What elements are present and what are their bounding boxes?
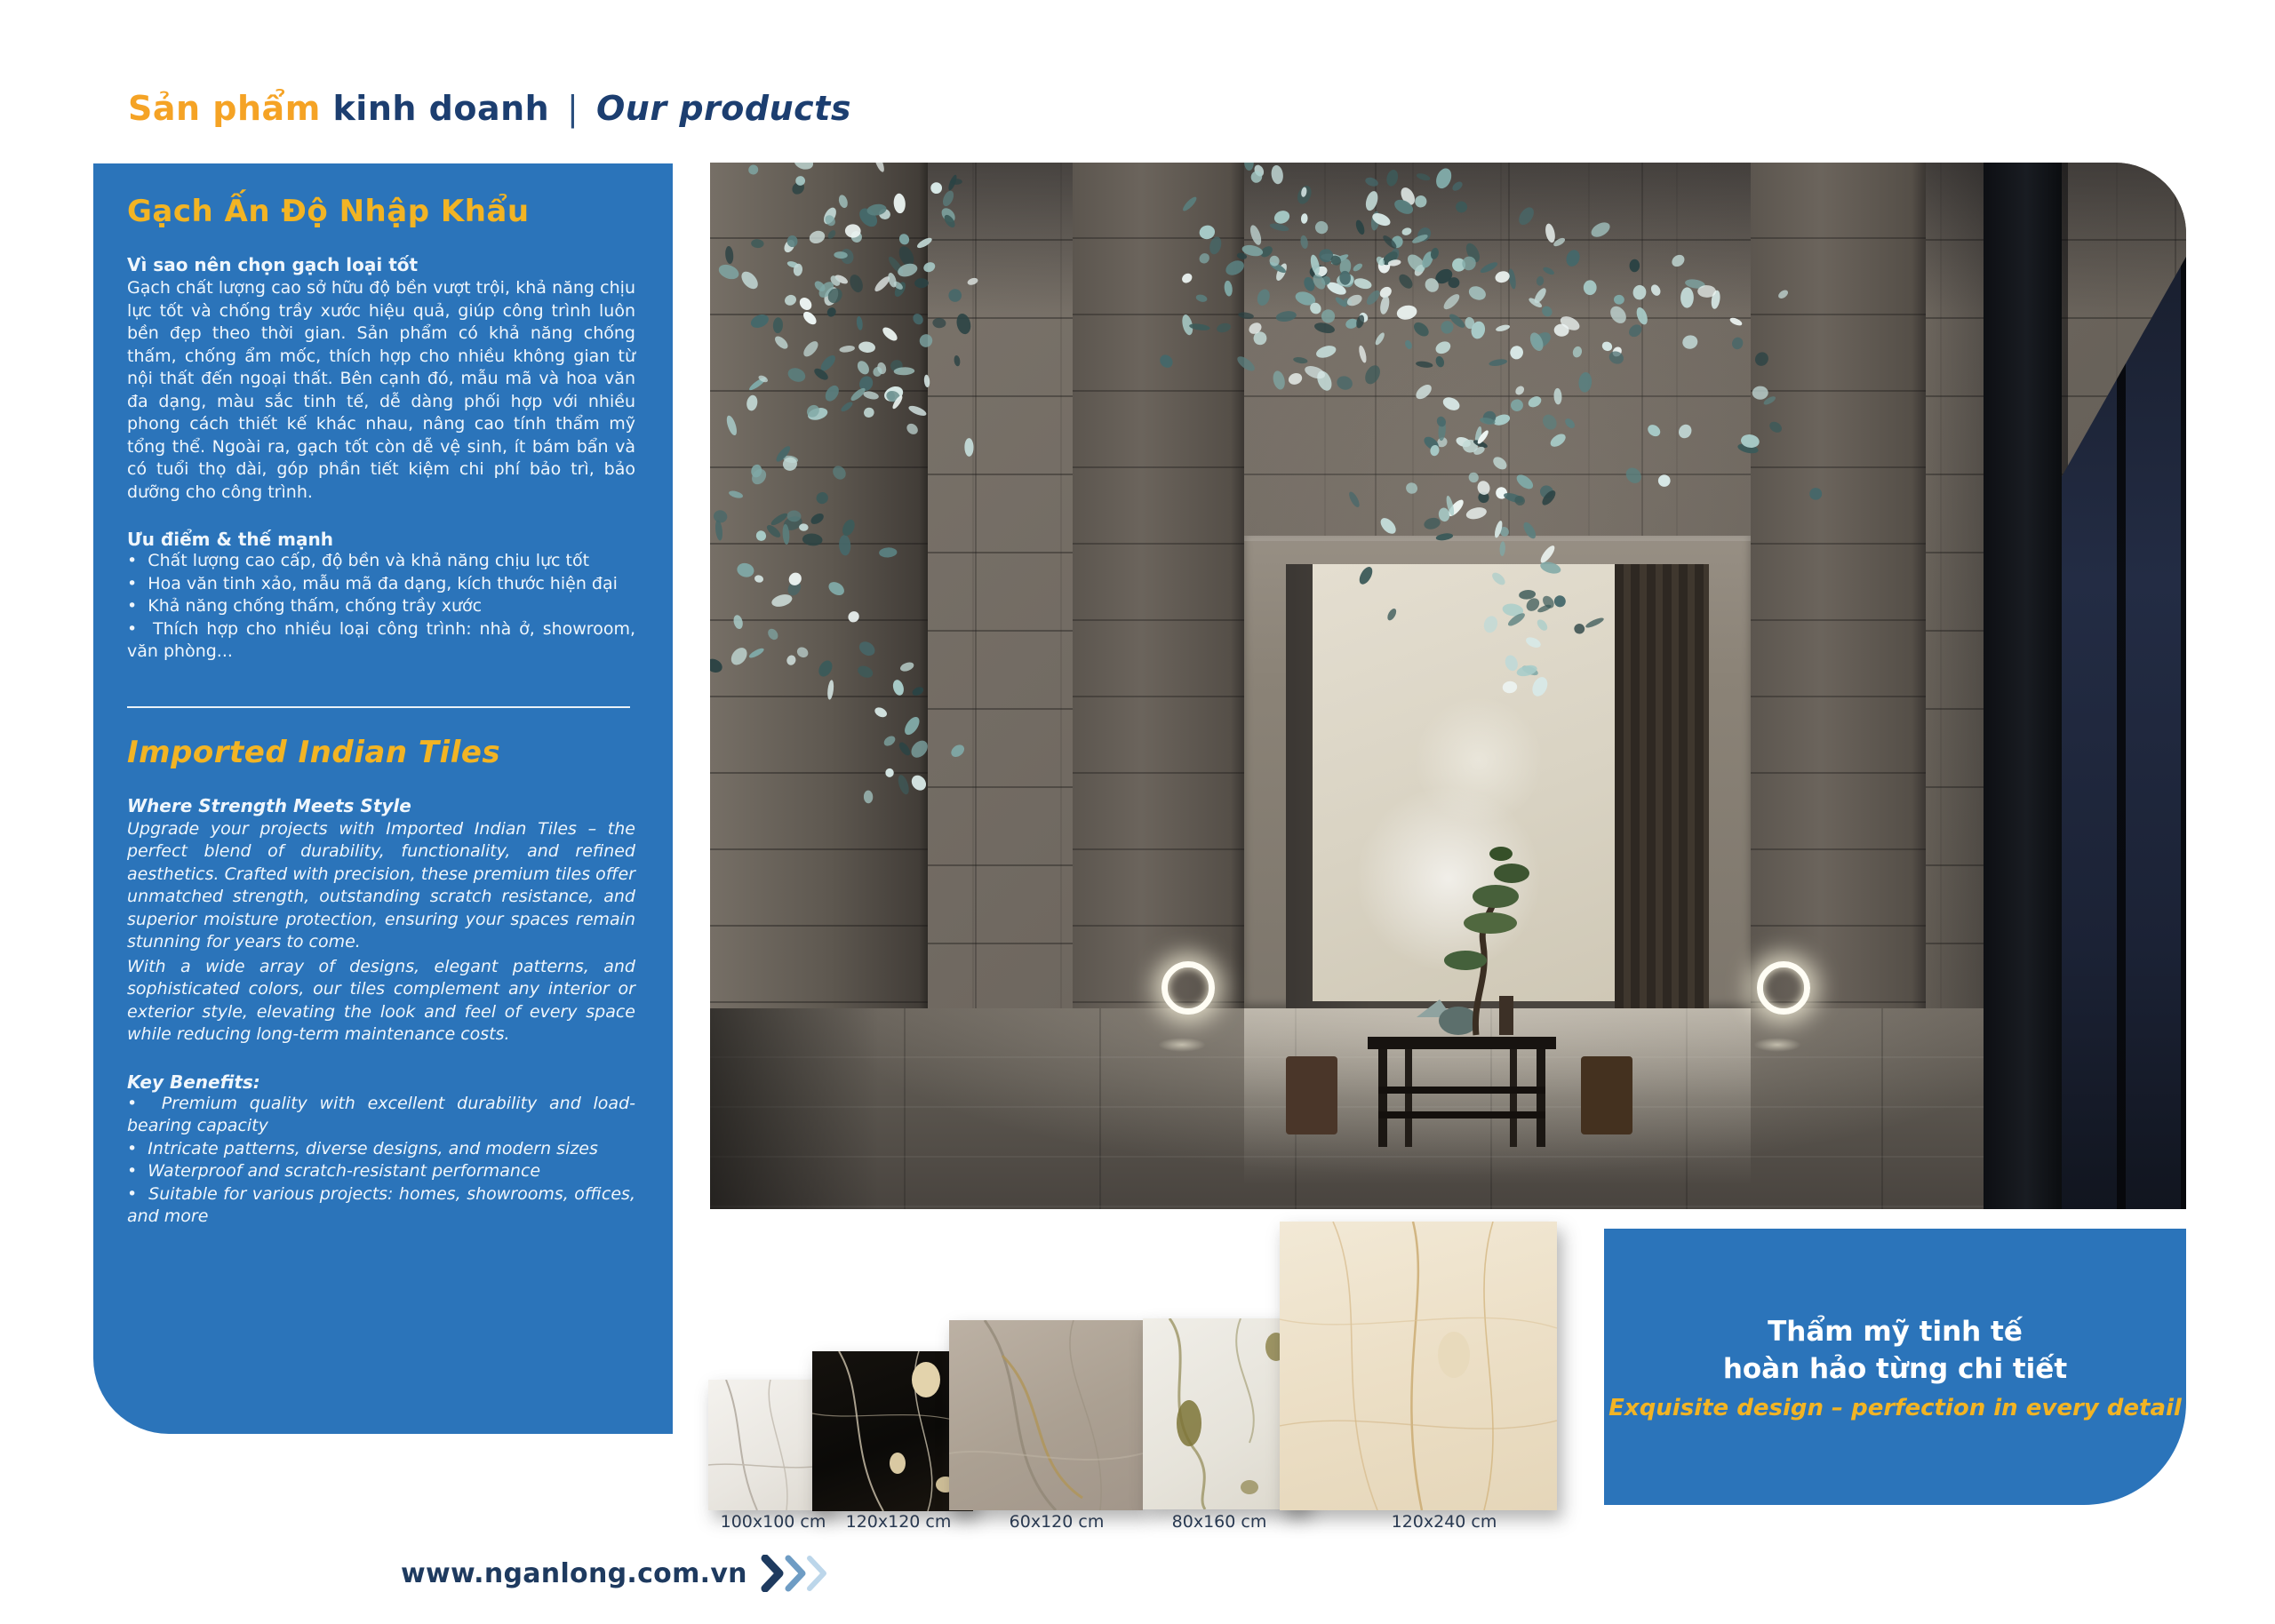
tagline-english: Exquisite design – perfection in every detail bbox=[1608, 1394, 2182, 1421]
tile-size-label: 120x120 cm bbox=[845, 1512, 952, 1532]
page-title-en: Our products bbox=[596, 89, 851, 128]
strength-style-title: Where Strength Meets Style bbox=[127, 794, 411, 816]
list-item: • Khả năng chống thấm, chống trầy xước bbox=[127, 595, 635, 618]
tagline-line1: Thẩm mỹ tinh tế bbox=[1768, 1315, 2023, 1348]
info-panel bbox=[93, 163, 673, 1434]
tagline-box bbox=[1604, 1229, 2186, 1505]
panel-heading-vi: Gạch Ấn Độ Nhập Khẩu bbox=[127, 194, 530, 229]
list-item: • Thích hợp cho nhiều loại công trình: nhà ở, showroom, văn phòng... bbox=[127, 618, 635, 664]
why-good-tiles-body: Gạch chất lượng cao sở hữu độ bền vượt trội, khả năng chịu lực tốt và chống trầy xước hiệu quả, giúp công trình luôn bền đẹp theo thời gian. Sản phẩm có khả năng chống thấm, chống ẩm mốc, thích hợp cho nhiều không gian từ nội thất đến ngoại thất. Bên cạnh đó, mẫu mã và hoa văn đa dạng, màu sắc tinh tế, dễ dàng phối hợp với nhiều phong cách thiết kế khác nhau, nâng cao tính thẩm mỹ tổng thể. Ngoài ra, gạch tốt còn dễ vệ sinh, ít bám bẩn và có tuổi thọ dài, góp phần tiết kiệm chi phí bảo trì, bảo dưỡng cho công trình. bbox=[127, 278, 635, 502]
advantages-list bbox=[127, 550, 635, 664]
list-item: • Hoa văn tinh xảo, mẫu mã đa dạng, kích thước hiện đại bbox=[127, 573, 635, 596]
list-item: • Intricate patterns, diverse designs, and modern sizes bbox=[127, 1138, 635, 1161]
footer bbox=[401, 1555, 834, 1592]
triple-chevron-icon bbox=[760, 1555, 834, 1592]
list-item: • Suitable for various projects: homes, showrooms, offices, and more bbox=[127, 1183, 635, 1229]
list-item: • Chất lượng cao cấp, độ bền và khả năng chịu lực tốt bbox=[127, 550, 635, 573]
tagline-line2: hoàn hảo từng chi tiết bbox=[1722, 1352, 2068, 1385]
strength-style-body-2: With a wide array of designs, elegant patterns, and sophisticated colors, our tiles complement any interior or exterior style, elevating the look and feel of every space while reducing long-term maintenance costs. bbox=[127, 956, 635, 1044]
tile-size-label: 100x100 cm bbox=[720, 1512, 826, 1532]
page-title-rest: kinh doanh bbox=[332, 89, 550, 128]
list-item: • Premium quality with excellent durability and load-bearing capacity bbox=[127, 1093, 635, 1138]
panel-heading-en: Imported Indian Tiles bbox=[127, 734, 501, 770]
tile-sample-60x120 bbox=[949, 1320, 1143, 1510]
tile-size-label: 80x160 cm bbox=[1171, 1512, 1267, 1532]
advantages-title: Ưu điểm & thế mạnh bbox=[127, 529, 333, 550]
page-title-pipe: | bbox=[566, 89, 579, 128]
list-item: • Waterproof and scratch-resistant performance bbox=[127, 1160, 635, 1183]
lobby-photo bbox=[710, 163, 2186, 1209]
key-benefits-title: Key Benefits: bbox=[127, 1071, 260, 1093]
glass-leaf-chandelier-icon bbox=[710, 163, 2186, 1209]
tile-size-label: 120x240 cm bbox=[1391, 1512, 1497, 1532]
page-title-accent: Sản phẩm bbox=[128, 89, 321, 128]
strength-style-body-1: Upgrade your projects with Imported Indian Tiles – the perfect blend of durability, functionality, and refined aesthetics. Crafted with precision, these premium tiles offer unmatched strength, outstanding scratch resistance, and superior moisture protection, ensuring your spaces remain stunning for years to come. bbox=[127, 818, 635, 951]
website-link[interactable]: www.nganlong.com.vn bbox=[401, 1557, 747, 1589]
why-good-tiles-title: Vì sao nên chọn gạch loại tốt bbox=[127, 254, 419, 275]
tile-sample-120x240 bbox=[1280, 1222, 1557, 1510]
section-divider bbox=[127, 706, 630, 708]
tile-sample-100x100 bbox=[708, 1380, 827, 1510]
tile-size-label: 60x120 cm bbox=[1009, 1512, 1105, 1532]
key-benefits-list bbox=[127, 1093, 635, 1229]
page-title bbox=[128, 89, 851, 128]
